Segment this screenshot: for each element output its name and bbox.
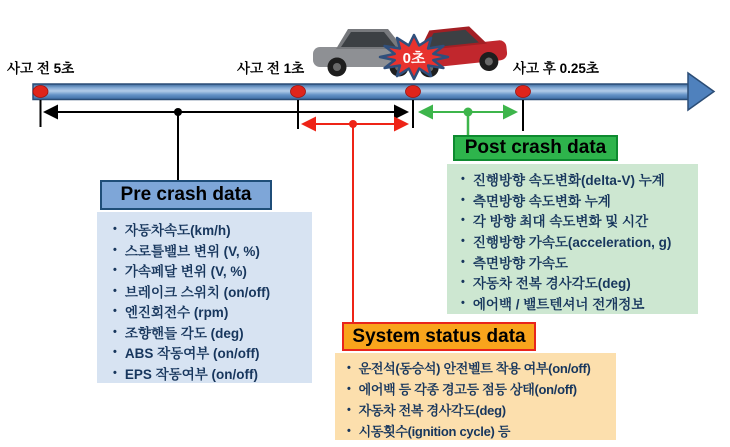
bullet-icon: • — [461, 276, 465, 289]
label-after-025s: 사고 후 0.25초 — [513, 61, 599, 76]
list-item: • 각 방향 최대 속도변화 및 시간 — [461, 214, 649, 230]
marker-before-5s — [33, 86, 48, 98]
list-item: • 엔진회전수 (rpm) — [113, 305, 229, 321]
bullet-icon: • — [113, 223, 117, 236]
list-item: • ABS 작동여부 (on/off) — [113, 346, 260, 362]
label-before-5s: 사고 전 5초 — [7, 61, 75, 76]
list-item: • 측면방향 가속도 — [461, 255, 568, 271]
bullet-icon: • — [347, 403, 351, 416]
bullet-icon: • — [461, 255, 465, 268]
label-before-1s: 사고 전 1초 — [237, 61, 305, 76]
bullet-icon: • — [113, 264, 117, 277]
list-item: • 자동차속도(km/h) — [113, 223, 231, 239]
pre-crash-list — [97, 212, 312, 383]
system-status-list — [335, 353, 616, 440]
bullet-icon: • — [113, 243, 117, 256]
pre-crash-title: Pre crash data — [120, 184, 252, 205]
list-item: • 진행방향 속도변화(delta-V) 누계 — [461, 173, 665, 189]
post-crash-title: Post crash data — [464, 137, 607, 158]
timeline-arrowhead-icon — [688, 73, 714, 110]
list-item: • 에어백 등 각종 경고등 점등 상태(on/off) — [347, 382, 577, 397]
pre-crash-header — [100, 180, 272, 210]
system-status-title: System status data — [352, 325, 526, 347]
list-item: • 시동횟수(ignition cycle) 등 — [347, 424, 511, 439]
post-crash-list — [447, 164, 698, 314]
list-item: • 가속페달 변위 (V, %) — [113, 264, 247, 280]
bullet-icon: • — [347, 424, 351, 437]
bullet-icon: • — [461, 193, 465, 206]
system-status-header — [342, 322, 536, 351]
bullet-icon: • — [461, 173, 465, 186]
list-item: • 에어백 / 밸트텐셔너 전개정보 — [461, 296, 645, 312]
timeline-bar — [33, 84, 689, 100]
marker-after-025s — [516, 86, 531, 98]
post-crash-header — [453, 135, 618, 161]
marker-impact — [406, 86, 421, 98]
bullet-icon: • — [461, 296, 465, 309]
bullet-icon: • — [113, 346, 117, 359]
impact-time-label: 0초 — [402, 50, 426, 67]
list-item: • 자동차 전복 경사각도(deg) — [347, 403, 506, 418]
bullet-icon: • — [461, 235, 465, 248]
bullet-icon: • — [113, 305, 117, 318]
bullet-icon: • — [113, 325, 117, 338]
list-item: • 운전석(동승석) 안전벨트 착용 여부(on/off) — [347, 361, 591, 376]
list-item: • 진행방향 가속도(acceleration, g) — [461, 235, 672, 251]
bullet-icon: • — [113, 284, 117, 297]
marker-before-1s — [291, 86, 306, 98]
bullet-icon: • — [113, 366, 117, 379]
bullet-icon: • — [347, 382, 351, 395]
list-item: • 스로틀밸브 변위 (V, %) — [113, 243, 260, 259]
list-item: • EPS 작동여부 (on/off) — [113, 366, 259, 382]
list-item: • 브레이크 스위치 (on/off) — [113, 284, 271, 300]
list-item: • 측면방향 속도변화 누계 — [461, 193, 611, 209]
list-item: • 자동차 전복 경사각도(deg) — [461, 276, 631, 292]
bullet-icon: • — [347, 361, 351, 374]
bullet-icon: • — [461, 214, 465, 227]
list-item: • 조향핸들 각도 (deg) — [113, 325, 244, 341]
